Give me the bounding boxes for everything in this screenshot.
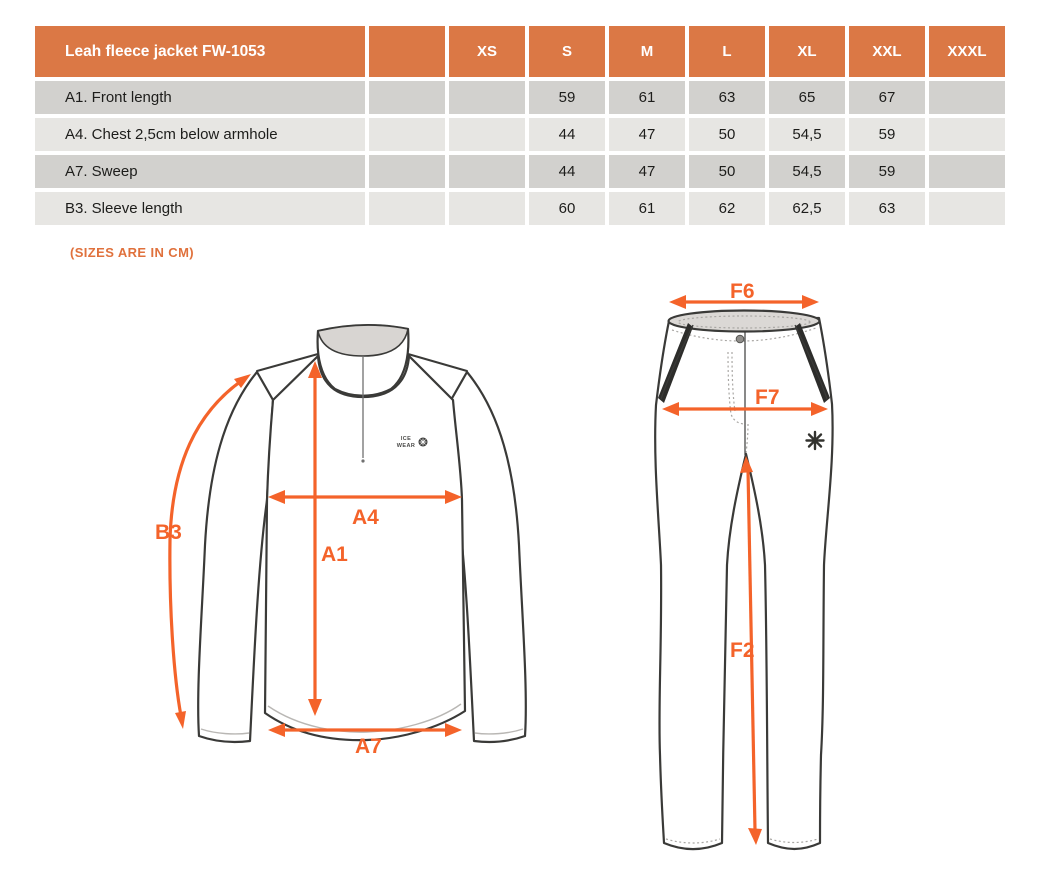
waist-button	[736, 335, 744, 343]
column-header-s: S	[529, 26, 605, 77]
column-header-xl: XL	[769, 26, 845, 77]
a4-label: A4	[352, 506, 379, 529]
value-cell: 62	[689, 192, 765, 225]
row-label: B3. Sleeve length	[35, 192, 365, 225]
column-header-m: M	[609, 26, 685, 77]
value-cell: 63	[849, 192, 925, 225]
a1-label: A1	[321, 543, 348, 566]
jacket-left-sleeve	[198, 372, 273, 742]
f6-waist-arrow	[669, 280, 819, 309]
value-cell	[449, 118, 525, 151]
sizes-unit-note: (SIZES ARE IN CM)	[70, 245, 195, 260]
pants-outline	[655, 311, 832, 850]
size-chart-header-row	[35, 26, 1005, 77]
value-cell: 61	[609, 81, 685, 114]
f7-label: F7	[755, 386, 780, 409]
value-cell	[449, 192, 525, 225]
value-cell	[369, 155, 445, 188]
value-cell: 67	[849, 81, 925, 114]
column-header-l: L	[689, 26, 765, 77]
value-cell	[449, 81, 525, 114]
value-cell: 59	[849, 155, 925, 188]
product-title: Leah fleece jacket FW-1053	[35, 26, 365, 77]
value-cell: 50	[689, 155, 765, 188]
value-cell: 44	[529, 155, 605, 188]
value-cell	[929, 118, 1005, 151]
value-cell: 54,5	[769, 118, 845, 151]
a7-label: A7	[355, 735, 382, 758]
value-cell	[929, 81, 1005, 114]
jacket-technical-drawing	[140, 285, 610, 775]
f2-inseam-arrow	[730, 456, 762, 845]
value-cell	[369, 192, 445, 225]
value-cell	[369, 81, 445, 114]
size-chart-table	[31, 22, 1009, 229]
value-cell: 61	[609, 192, 685, 225]
jacket-outline	[198, 325, 526, 742]
value-cell: 44	[529, 118, 605, 151]
jacket-body	[265, 356, 465, 740]
table-row-sweep	[35, 155, 1005, 188]
column-header-xxl: XXL	[849, 26, 925, 77]
logo-text-line2: WEAR	[396, 443, 416, 449]
table-row-chest	[35, 118, 1005, 151]
table-row-front-length	[35, 81, 1005, 114]
value-cell: 60	[529, 192, 605, 225]
pants-technical-drawing	[620, 280, 1040, 880]
logo-text-line1: ICE	[400, 436, 412, 442]
pants-body	[655, 318, 832, 849]
value-cell: 59	[849, 118, 925, 151]
value-cell	[449, 155, 525, 188]
column-header-xs: XS	[449, 26, 525, 77]
value-cell: 54,5	[769, 155, 845, 188]
logo-snowflake-spokes	[420, 439, 427, 446]
value-cell: 59	[529, 81, 605, 114]
table-row-sleeve-length	[35, 192, 1005, 225]
value-cell: 62,5	[769, 192, 845, 225]
row-label: A7. Sweep	[35, 155, 365, 188]
value-cell	[929, 192, 1005, 225]
f6-label: F6	[730, 280, 755, 303]
value-cell: 65	[769, 81, 845, 114]
row-label: A1. Front length	[35, 81, 365, 114]
pants-snowflake-icon	[807, 432, 824, 449]
value-cell	[929, 155, 1005, 188]
b3-label: B3	[155, 521, 182, 544]
row-label: A4. Chest 2,5cm below armhole	[35, 118, 365, 151]
value-cell: 47	[609, 155, 685, 188]
column-header-blank	[369, 26, 445, 77]
value-cell: 50	[689, 118, 765, 151]
column-header-xxxl: XXXL	[929, 26, 1005, 77]
b3-arrowhead-bottom	[175, 711, 186, 729]
value-cell: 47	[609, 118, 685, 151]
zipper-pull	[361, 459, 364, 462]
value-cell: 63	[689, 81, 765, 114]
f2-label: F2	[730, 639, 755, 662]
value-cell	[369, 118, 445, 151]
